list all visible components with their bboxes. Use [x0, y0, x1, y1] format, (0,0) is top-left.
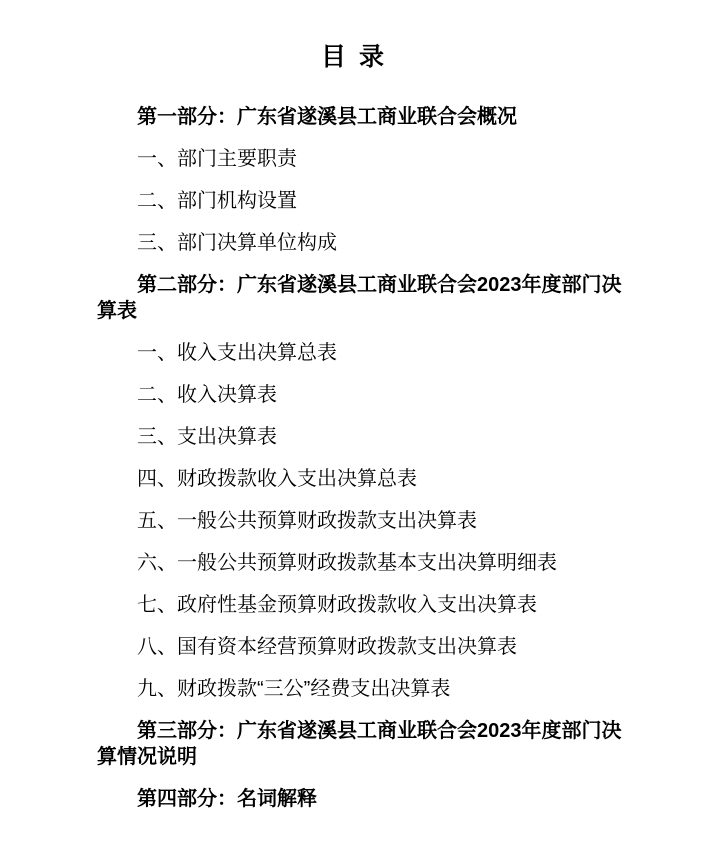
- toc-item-part1-1: 一、部门主要职责: [137, 148, 297, 170]
- toc-heading-part2: 第二部分：广东省遂溪县工商业联合会2023年度部门决算表: [97, 274, 622, 322]
- toc-item-part2-9: 九、财政拨款“三公”经费支出决算表: [137, 678, 451, 700]
- toc-item-part2-3: 三、支出决算表: [137, 426, 277, 448]
- toc-item-part2-1: 一、收入支出决算总表: [137, 342, 337, 364]
- toc-heading-part4: 第四部分：名词解释: [137, 788, 317, 810]
- page-title: 目 录: [321, 43, 387, 71]
- toc-item-part2-8: 八、国有资本经营预算财政拨款支出决算表: [137, 636, 517, 658]
- toc-content: [97, 104, 624, 812]
- toc-item-part2-4: 四、财政拨款收入支出决算总表: [137, 468, 417, 490]
- toc-heading-part1: 第一部分：广东省遂溪县工商业联合会概况: [137, 106, 517, 128]
- toc-item-part2-2: 二、收入决算表: [137, 384, 277, 406]
- toc-item-part1-3: 三、部门决算单位构成: [137, 232, 337, 254]
- toc-item-part2-7: 七、政府性基金预算财政拨款收入支出决算表: [137, 594, 537, 616]
- toc-item-part1-2: 二、部门机构设置: [137, 190, 297, 212]
- toc-item-part2-5: 五、一般公共预算财政拨款支出决算表: [137, 510, 477, 532]
- toc-heading-part3: 第三部分：广东省遂溪县工商业联合会2023年度部门决算情况说明: [97, 720, 622, 768]
- toc-item-part2-6: 六、一般公共预算财政拨款基本支出决算明细表: [137, 552, 557, 574]
